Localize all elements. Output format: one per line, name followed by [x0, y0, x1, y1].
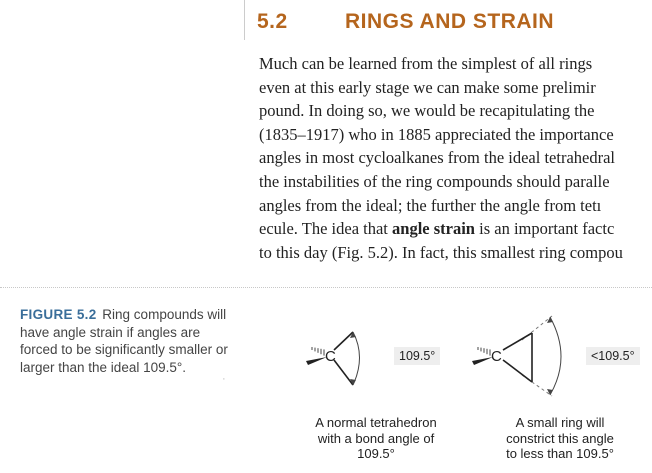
- normal-tetrahedron-diagram: [306, 332, 360, 385]
- body-line: Much can be learned from the simplest of all rings: [259, 54, 593, 73]
- body-text-run: is an important factc: [474, 219, 615, 239]
- small-ring-angle-label: <109.5°: [586, 347, 640, 365]
- body-line: pound. In doing so, we would be recapitulating the: [259, 101, 595, 121]
- description-line: A normal tetrahedron: [315, 415, 437, 430]
- body-paragraph: [259, 52, 652, 264]
- section-divider: [0, 287, 652, 288]
- description-line: 109.5°: [357, 446, 395, 461]
- stray-mark: ·: [222, 373, 226, 385]
- carbon-atom-label: C: [325, 348, 336, 365]
- figure-caption: [20, 306, 235, 376]
- figure-caption-text: Ring compounds will have angle strain if angles are forced to be significantly smaller or larger than the ideal 109.5°.: [20, 307, 228, 375]
- angle-arc: [353, 332, 360, 385]
- hashed-wedge-bond: [312, 347, 324, 356]
- description-line: A small ring will: [515, 415, 605, 430]
- description-line: to less than 109.5°: [506, 446, 614, 461]
- body-line: (1835–1917) who in 1885 appreciated the importance: [259, 124, 614, 144]
- body-line: the instabilities of the ring compounds should paralle: [259, 171, 610, 191]
- small-ring-diagram: [472, 316, 561, 396]
- body-line: to this day (Fig. 5.2). In fact, this smallest ring compou: [259, 242, 623, 262]
- lower-bond: [334, 360, 353, 385]
- carbon-atom-label: C: [491, 348, 502, 365]
- description-line: with a bond angle of: [317, 430, 435, 446]
- section-title: RINGS AND STRAIN: [345, 10, 555, 33]
- body-line: [259, 217, 652, 241]
- small-ring-description: [480, 415, 640, 462]
- body-text-run: ecule. The idea that: [259, 219, 393, 239]
- figure-label: FIGURE 5.2: [20, 307, 97, 322]
- normal-angle-label: 109.5°: [394, 347, 440, 365]
- body-line: angles from the ideal; the further the angle from tetı: [259, 195, 602, 215]
- description-line: constrict this angle: [506, 430, 614, 446]
- ring-bond: [503, 333, 532, 350]
- body-line: even at this early stage we can make some prelimir: [259, 77, 596, 97]
- body-line: angles in most cycloalkanes from the ideal tetrahedral: [259, 148, 615, 168]
- upper-bond: [334, 332, 353, 350]
- angle-strain-term: angle strain: [392, 219, 475, 239]
- solid-wedge-bond: [472, 357, 493, 365]
- header-rule: [244, 0, 245, 40]
- ring-bond: [503, 360, 532, 382]
- section-number: 5.2: [257, 10, 288, 33]
- normal-tetrahedron-description: [296, 415, 456, 462]
- hashed-wedge-bond: [478, 347, 490, 356]
- solid-wedge-bond: [306, 357, 327, 365]
- angle-arc: [550, 317, 561, 395]
